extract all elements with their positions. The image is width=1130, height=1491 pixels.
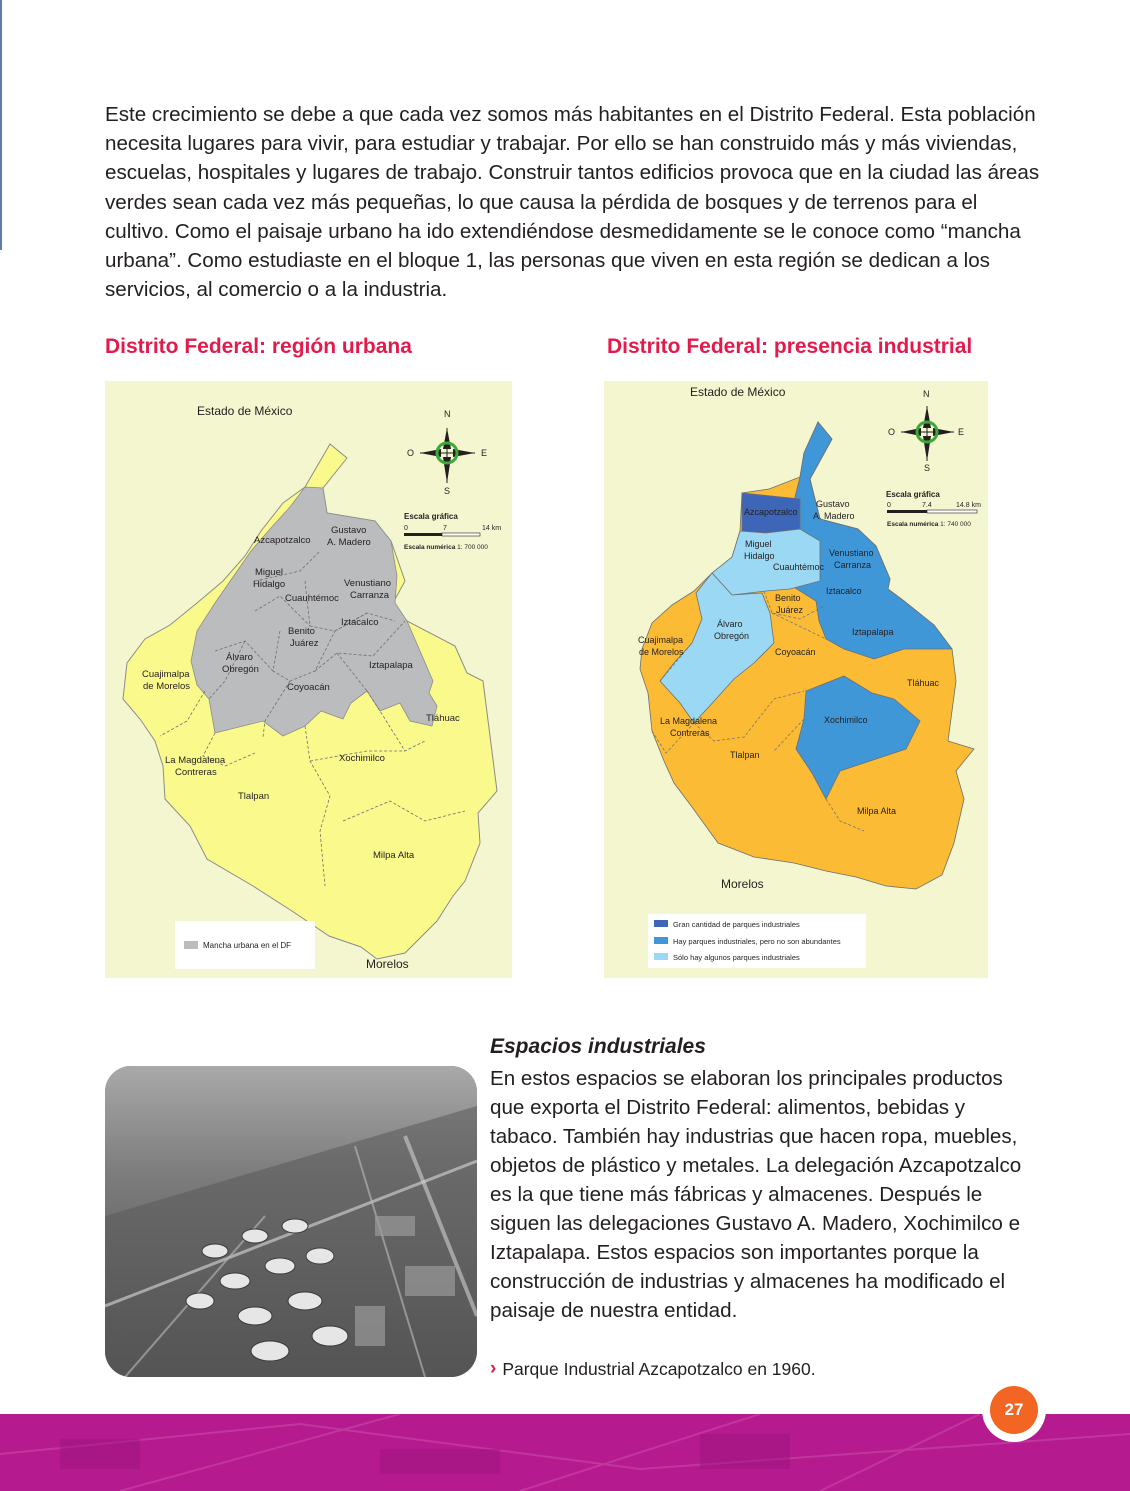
urban-legend-swatch [184,941,198,949]
urban-scale-bar-alt [442,533,480,536]
urban-legend-label: Mancha urbana en el DF [203,941,292,950]
urban-scale-tick-1: 7 [443,525,447,532]
industrial-park-photo [105,1066,477,1377]
industrial-label-mh-1: Miguel [745,539,772,549]
urban-label-iztapalapa: Iztapalapa [369,660,413,671]
urban-scale-bar [404,533,442,536]
industrial-compass-w: O [888,427,896,437]
urban-scale-tick-0: 0 [404,525,408,532]
industrial-label-vc-2: Carranza [834,560,872,570]
industrial-label-ao-1: Álvaro [717,619,743,629]
urban-compass-n: N [444,409,451,419]
industrial-compass-e: E [958,427,965,437]
urban-label-coyoacan: Coyoacán [287,682,330,693]
industrial-legend-label-2: Sólo hay algunos parques industriales [673,953,800,962]
industrial-label-cuauhtemoc: Cuauhtémoc [773,562,825,572]
industrial-scale-bar-alt [927,510,977,513]
urban-scale-tick-2: 14 km [482,525,502,532]
industrial-label-xochimilco: Xochimilco [824,715,868,725]
industrial-label-lm-1: La Magdalena [660,716,718,726]
industrial-label-bj-2: Juárez [776,605,804,615]
photo-caption [490,1358,816,1380]
urban-map-title: Distrito Federal: región urbana [105,335,412,358]
industrial-morelos-label: Morelos [721,877,764,891]
chevron-right-icon: › [490,1358,497,1379]
urban-label-mh-2: Hidalgo [253,579,286,590]
industrial-label-cj-1: Cuajimalpa [638,635,684,645]
industrial-scale-numeric: Escala numérica 1: 740 000 [887,521,971,528]
industrial-spaces-title: Espacios industriales [490,1035,706,1058]
industrial-label-gam-1: Gustavo [816,499,850,509]
urban-morelos-label: Morelos [366,957,409,971]
urban-label-lm-2: Contreras [175,767,217,778]
industrial-map [604,381,988,978]
industrial-scale-bar [887,510,927,513]
industrial-label-ao-2: Obregón [714,631,750,641]
urban-compass-s: S [444,486,451,496]
urban-label-cuauhtemoc: Cuauhtémoc [285,593,339,604]
industrial-state-mexico-label: Estado de México [690,385,786,399]
industrial-spaces-paragraph: En estos espacios se elaboran los principales productos que exporta el Distrito Federal: alimentos, bebidas y tabaco. También hay industrias que hacen ropa, muebles, objetos de plástico y metales. La delegación Azcapotzalco es la que tiene más fábricas y almacenes. Después le siguen las delegaciones Gustavo A. Madero, Xochimilco e Iztapalapa. Estos espacios son importantes porque la construcción de industrias y almacenes ha modificado el paisaje de nuestra entidad. [490,1067,1022,1322]
industrial-label-tlalpan: Tlalpan [730,750,760,760]
industrial-scale-tick-2: 14.8 km [956,502,981,509]
industrial-label-iztapalapa: Iztapalapa [852,627,894,637]
industrial-legend-swatch-1 [654,937,668,944]
urban-label-ao-2: Obregón [222,664,259,675]
page-edge-line [0,0,2,250]
industrial-label-cj-2: de Morelos [639,647,684,657]
urban-label-lm-1: La Magdalena [165,755,226,766]
industrial-label-milpa-alta: Milpa Alta [857,806,897,816]
urban-label-gam-1: Gustavo [331,525,367,536]
footer-band [0,1414,1130,1491]
industrial-scale-tick-1: 7.4 [922,502,932,509]
urban-state-mexico-label: Estado de México [197,404,293,418]
urban-label-tlalpan: Tlalpan [238,791,270,802]
industrial-label-bj-1: Benito [775,593,801,603]
industrial-label-tlahuac: Tláhuac [907,678,940,688]
industrial-scale-title: Escala gráfica [886,490,940,499]
urban-label-ao-1: Álvaro [226,652,253,663]
page-number: 27 [990,1386,1038,1434]
photo-caption-text: Parque Industrial Azcapotzalco en 1960. [502,1358,816,1379]
industrial-label-vc-1: Venustiano [829,548,874,558]
industrial-legend-label-1: Hay parques industriales, pero no son abundantes [673,937,841,946]
urban-compass-e: E [481,448,488,458]
industrial-compass-n: N [923,389,930,399]
industrial-label-gam-2: A. Madero [813,511,855,521]
urban-compass-w: O [407,448,415,458]
urban-label-mh-1: Miguel [255,567,283,578]
industrial-label-coyoacan: Coyoacán [775,647,816,657]
urban-label-milpa-alta: Milpa Alta [373,850,415,861]
industrial-label-lm-2: Contreras [670,728,710,738]
urban-label-bj-2: Juárez [290,638,319,649]
urban-scale-title: Escala gráfica [404,512,458,521]
industrial-map-title: Distrito Federal: presencia industrial [607,335,973,358]
urban-map [105,381,512,978]
urban-label-tlahuac: Tláhuac [426,713,460,724]
intro-paragraph: Este crecimiento se debe a que cada vez somos más habitantes en el Distrito Federal. Esta población necesita lugares para vivir, para estudiar y trabajar. Por ello se han construido más y más viviendas, escuelas, hospitales y lugares de trabajo. Construir tantos edificios provoca que en la ciudad las áreas verdes sean cada vez más pequeñas, lo que causa la pérdida de bosques y de terrenos para el cultivo. Como el paisaje urbano ha ido extendiéndose desmedidamente se le conoce como “mancha urbana”. Como estudiaste en el bloque 1, las personas que viven en esta región se dedican a los servicios, al comercio o a la industria. [105,103,1040,302]
urban-label-vc-1: Venustiano [344,578,392,589]
industrial-label-mh-2: Hidalgo [744,551,775,561]
industrial-label-azcapotzalco: Azcapotzalco [744,507,798,517]
urban-label-cj-1: Cuajimalpa [142,669,190,680]
industrial-legend-swatch-2 [654,953,668,960]
urban-label-bj-1: Benito [288,626,315,637]
urban-label-vc-2: Carranza [350,590,390,601]
industrial-scale-tick-0: 0 [887,502,891,509]
urban-label-azcapotzalco: Azcapotzalco [254,535,311,546]
urban-label-cj-2: de Morelos [143,681,190,692]
urban-label-iztacalco: Iztacalco [341,617,379,628]
industrial-label-iztacalco: Iztacalco [826,586,862,596]
industrial-compass-s: S [924,463,931,473]
urban-label-gam-2: A. Madero [327,537,371,548]
industrial-legend-swatch-0 [654,920,668,927]
urban-label-xochimilco: Xochimilco [339,753,385,764]
urban-scale-numeric: Escala numérica 1: 700 000 [404,544,488,551]
industrial-legend-label-0: Gran cantidad de parques industriales [673,920,800,929]
